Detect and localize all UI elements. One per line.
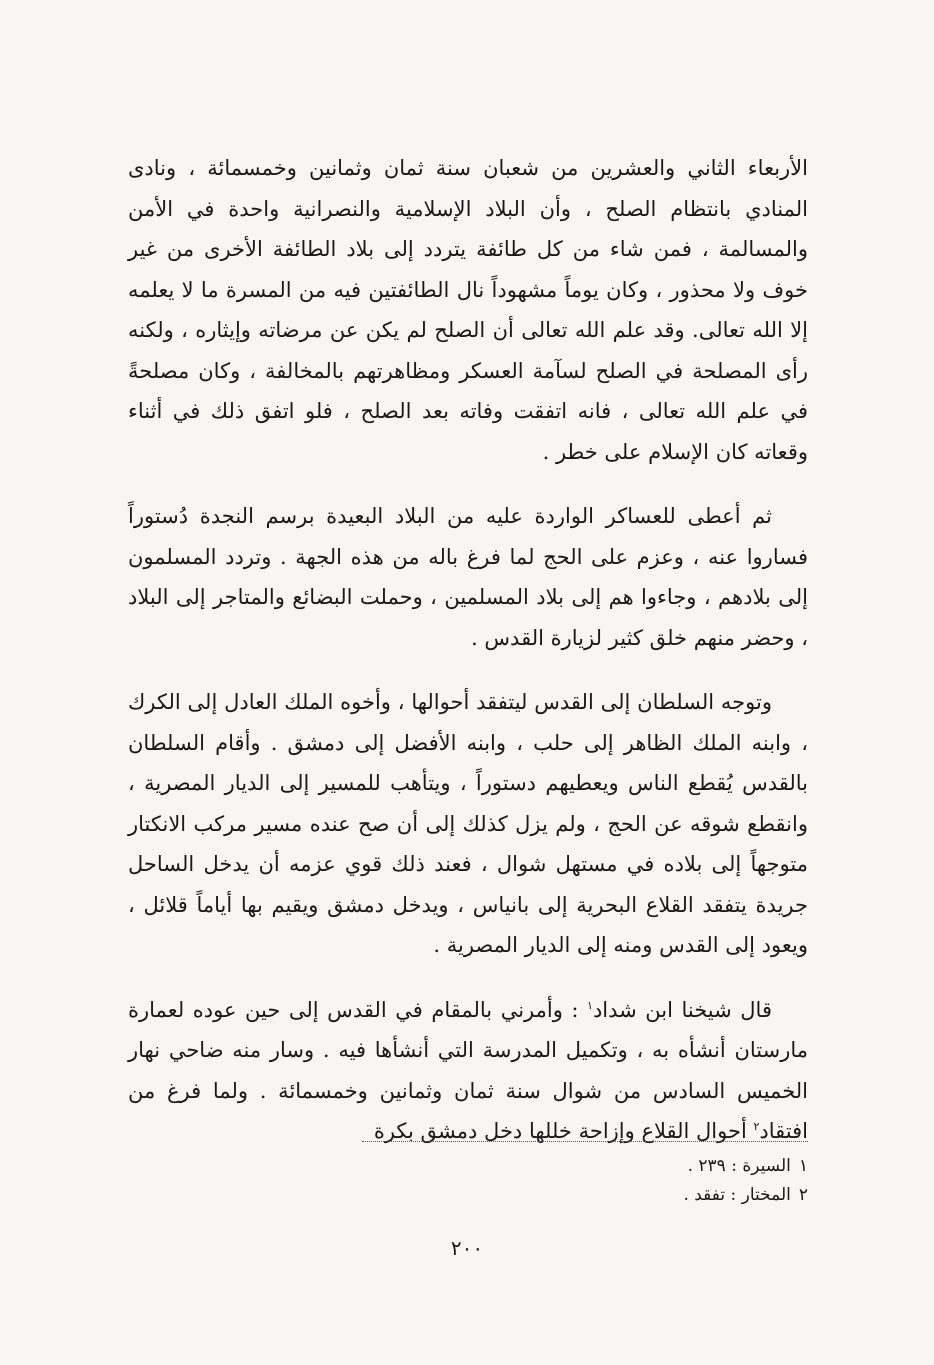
footnote-ref-2: ٢ bbox=[753, 1120, 760, 1133]
footnote-text: السيرة : ٢٣٩ . bbox=[687, 1156, 791, 1176]
paragraph-4-part-2: : وأمرني بالمقام في القدس إلى حين عوده لعمارة مارستان أنشأه به ، وتكميل المدرسة التي أنشأها فيه . وسار منه ضاحي نهار الخميس السادس من شوال سنة ثمان وثمانين وخمسمائة . ولما فرغ من افتقاد bbox=[128, 997, 808, 1143]
footnote-number: ٢ bbox=[798, 1185, 808, 1205]
paragraph-4 bbox=[128, 990, 808, 1152]
footnote-divider bbox=[362, 1141, 808, 1142]
footnote-1 bbox=[128, 1152, 808, 1181]
page-body bbox=[128, 148, 808, 1152]
footnote-ref-1: ١ bbox=[587, 998, 593, 1012]
footnote-text: المختار : تفقد . bbox=[683, 1185, 791, 1205]
paragraph-3: وتوجه السلطان إلى القدس ليتفقد أحوالها ، وأخوه الملك العادل إلى الكرك ، وابنه الملك الظاهر إلى حلب ، وابنه الأفضل إلى دمشق . وأقام السلطان بالقدس يُقطع الناس ويعطيهم دستوراً ، ويتأهب للمسير إلى الديار المصرية ، وانقطع شوقه عن الحج ، ولم يزل كذلك إلى أن صح عنده مسير مركب الانكتار متوجهاً إلى بلاده في مستهل شوال ، فعند ذلك قوي عزمه أن يدخل الساحل جريدة يتفقد القلاع البحرية إلى بانياس ، ويدخل دمشق ويقيم بها أياماً قلائل ، ويعود إلى القدس ومنه إلى الديار المصرية . bbox=[128, 690, 808, 957]
footnote-number: ١ bbox=[798, 1156, 808, 1176]
paragraph-1: الأربعاء الثاني والعشرين من شعبان سنة ثمان وثمانين وخمسمائة ، ونادى المنادي بانتظام الصلح ، وأن البلاد الإسلامية والنصرانية واحدة في الأمن والمسالمة ، فمن شاء من كل طائفة يتردد إلى بلاد الطائفة الأخرى من غير خوف ولا محذور ، وكان يوماً مشهوداً نال الطائفتين فيه من المسرة ما لا يعلمه إلا الله تعالى. وقد علم الله تعالى أن الصلح لم يكن عن مرضاته وإيثاره ، ولكنه رأى المصلحة في الصلح لسآمة العسكر ومظاهرتهم بالمخالفة ، وكان مصلحةً في علم الله تعالى ، فانه اتفقت وفاته بعد الصلح ، فلو اتفق ذلك في أثناء وقعاته كان الإسلام على خطر . bbox=[128, 156, 808, 464]
footnotes bbox=[128, 1152, 808, 1210]
page-number: ٢٠٠ bbox=[450, 1236, 484, 1260]
paragraph-4-part-1: قال شيخنا ابن شداد bbox=[592, 997, 772, 1022]
paragraph-2: ثم أعطى للعساكر الواردة عليه من البلاد البعيدة برسم النجدة دُستوراً فساروا عنه ، وعزم على الحج لما فرغ باله من هذه الجهة . وتردد المسلمون إلى بلادهم ، وجاءوا هم إلى بلاد المسلمين ، وحملت البضائع والمتاجر إلى البلاد ، وحضر منهم خلق كثير لزيارة القدس . bbox=[128, 504, 808, 650]
footnote-2 bbox=[128, 1181, 808, 1210]
paragraph-4-part-3: أحوال القلاع وإزاحة خللها دخل دمشق بكرة bbox=[373, 1119, 754, 1143]
